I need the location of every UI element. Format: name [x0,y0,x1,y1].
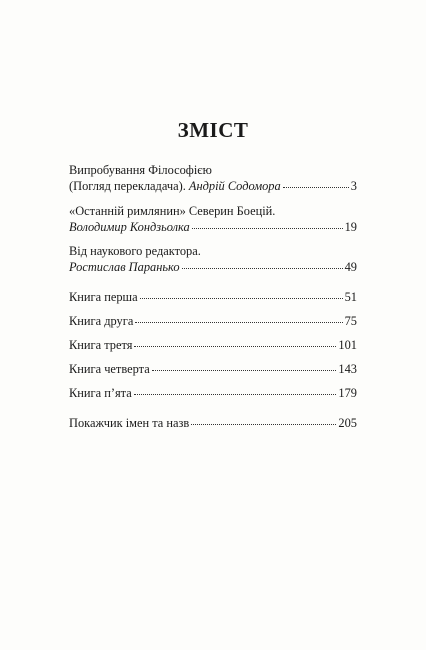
dot-leader [135,312,342,324]
toc-book-label: Книга третя [69,338,133,353]
toc-page-number: 143 [338,362,357,377]
toc-book-label: Книга четверта [69,362,150,377]
toc-page-number: 179 [338,386,357,401]
toc-page-number: 3 [350,179,357,194]
toc-entry-author: Андрій Содомора [188,179,281,194]
toc-entry-translator[interactable] [69,163,357,195]
toc-entry-title: Від наукового редактора. [69,244,201,259]
toc-page-number: 205 [338,416,357,431]
toc-book-1[interactable] [69,290,357,306]
toc-page-number: 101 [338,338,357,353]
toc-page-number: 51 [344,290,357,305]
dot-leader [140,288,343,300]
toc-entry-title: Випробування Філософією [69,163,212,177]
toc-entry-boethius[interactable] [69,204,357,236]
toc-index[interactable] [69,416,357,432]
table-of-contents [69,163,357,432]
toc-book-4[interactable] [69,362,357,378]
toc-entry-subtitle: (Погляд перекладача). Андрій Содомора [69,179,281,194]
toc-entry-author: Володимир Кондзьолка [69,219,190,234]
toc-book-5[interactable] [69,386,357,402]
toc-book-label: Книга друга [69,314,134,329]
page-title: ЗМІСТ [177,118,249,142]
toc-book-3[interactable] [69,338,357,354]
toc-entry-author: Ростислав Паранько [69,260,180,275]
toc-page-number: 49 [344,260,357,275]
dot-leader [182,258,343,270]
dot-leader [134,336,336,348]
toc-book-2[interactable] [69,314,357,330]
toc-book-label: Книга перша [69,290,138,305]
dot-leader [191,414,336,426]
toc-page-number: 19 [344,219,357,234]
toc-index-label: Покажчик імен та назв [69,416,190,431]
toc-entry-title: «Останній римлянин» Северин Боецій. [69,203,276,218]
dot-leader [134,384,337,396]
dot-leader [192,217,343,229]
toc-page-number: 75 [344,314,357,329]
toc-entry-editor[interactable] [69,244,357,276]
toc-book-label: Книга п’ята [69,386,132,401]
dot-leader [152,360,337,372]
dot-leader [283,177,349,189]
